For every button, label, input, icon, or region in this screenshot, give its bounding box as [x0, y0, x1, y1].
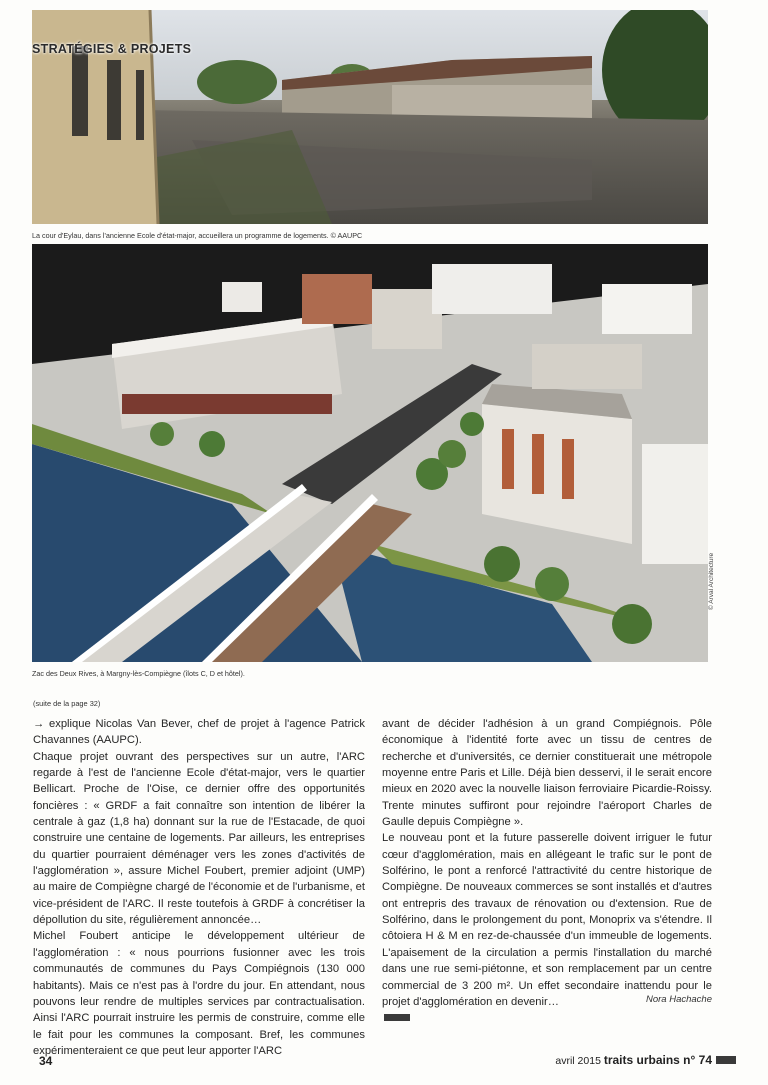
magazine-name: traits urbains n° 74	[603, 1053, 712, 1067]
author-signature: Nora Hachache	[645, 994, 712, 1005]
architecture-rendering	[32, 244, 708, 662]
section-label: STRATÉGIES & PROJETS	[32, 42, 192, 56]
page-number: 34	[39, 1054, 53, 1068]
article-paragraph: Chaque projet ouvrant des perspectives sur un autre, l'ARC regarde à l'est de l'ancienne Ecole d'état-major, vers le quartier Bellicart. Proche de l'Oise, ce dernier offre des opportunités foncières : « GRDF a fait connaître son intention de libérer la centrale à gaz (1,8 ha) donnant sur la rue de l'Estacade, de quoi construire une centaine de logements. Par ailleurs, les entreprises du quartier pourraient déménager vers les zones d'activités de l'agglomération », assure Michel Foubert, premier adjoint (UMP) au maire de Compiègne chargé de l'économie et de l'urbanisme, et vice-président de l'ARC. Il reste toutefois à GRDF à concrétiser la dépollution du site, régulièrement annoncée…	[33, 750, 366, 927]
rendering-illustration	[32, 244, 708, 662]
article-paragraph: Le nouveau pont et la future passerelle doivent irriguer le futur cœur d'agglomération, mais en allégeant le trafic sur le pont de Solférino, le pont a renforcé l'attractivité du centre historique de Compiègne. De nouveaux commerces se sont installés et d'autres ont entrepris des travaux de rénovation ou d'extension. Rue de Solférino, dans le prolongement du pont, Monoprix va s'étendre. Il côtoiera H & M en rez-de-chaussée d'un immeuble de logements. L'apaisement de la circulation a permis l'installation du marché dans une rue semi-piétonne, et son remplacement par un centre commercial de 3 200 m². Un effet secondaire inattendu pour le projet d'agglomération en devenir…	[382, 832, 712, 1008]
article-paragraph: Michel Foubert anticipe le développement ultérieur de l'agglomération : « nous pourrions fusionner avec les trois communautés de communes du Pays Compiégnois (130 000 habitants). Mais ce n'est pas à l'ordre du jour. En attendant, nous pouvons leur rendre de multiples services par contractualisation. Ainsi l'ARC pourrait instruire les permis de construire, comme elle le fait pour les communes la composant. Bref, les communes expérimenteraient ce que peut leur apporter l'ARC	[33, 930, 365, 1057]
continued-note: (suite de la page 32)	[33, 699, 101, 708]
issue-date: avril 2015	[555, 1055, 601, 1067]
rendering-credit: © Arval Architecture	[708, 552, 715, 610]
article-end-mark	[384, 1014, 410, 1021]
article-column-left	[33, 716, 365, 1059]
top-photo-caption: La cour d'Eylau, dans l'ancienne Ecole d'état-major, accueillera un programme de logements. © AAUPC	[32, 231, 363, 240]
rendering-caption: Zac des Deux Rives, à Margny-lès-Compiègne (îlots C, D et hôtel).	[32, 669, 245, 678]
article-paragraph: avant de décider l'adhésion à un grand Compiégnois. Pôle économique à l'identité forte avec un tissu de centres de recherche et d'universités, ce dernier constituerait une métropole moyenne entre Paris et Lille. Déjà bien desservi, il le serait encore mieux en 2020 avec la nouvelle liaison ferroviaire Picardie-Roissy. Trente minutes suffiront pour rejoindre l'aéroport Charles de Gaulle depuis Compiègne ».	[382, 718, 712, 829]
article-column-right	[382, 716, 712, 1010]
article-paragraph: → explique Nicolas Van Bever, chef de projet à l'agence Patrick Chavannes (AAUPC).	[33, 718, 365, 747]
footer-bar	[716, 1056, 736, 1064]
footer-issue	[555, 1053, 712, 1067]
